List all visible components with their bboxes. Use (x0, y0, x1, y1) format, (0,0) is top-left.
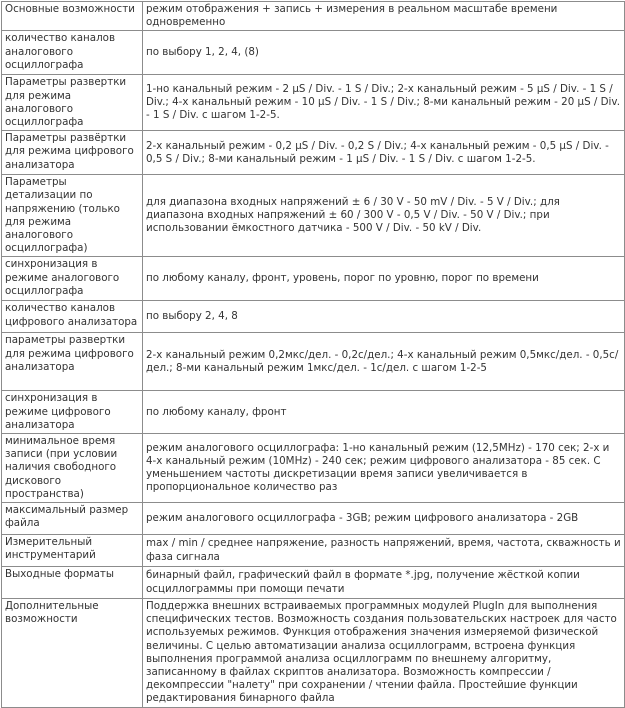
table-row (2, 131, 625, 175)
specifications-table (1, 1, 625, 708)
spec-value: 1-но канальный режим - 2 µS / Div. - 1 S / Div.; 2-х канальный режим - 5 µS / Div. - 1 S / Div.; 4-х канальный режим - 10 µS / Div. - 1 S / Div.; 8-ми канальный режим - 20 µS / Div. - 1 S / Div. с шагом 1-2-5. (143, 75, 625, 131)
spec-label: количество каналов цифрового анализатора (2, 301, 143, 333)
table-row (2, 75, 625, 131)
table-row (2, 175, 625, 257)
spec-label: Параметры развертки для режима аналогового осциллографа (2, 75, 143, 131)
table-row (2, 301, 625, 333)
spec-label: Измерительный инструментарий (2, 535, 143, 567)
spec-value: max / min / среднее напряжение, разность напряжений, время, частота, скважность и фаза сигнала (143, 535, 625, 567)
spec-value: Поддержка внешних встраиваемых программных модулей PlugIn для выполнения специфических тестов. Возможность создания пользовательских настроек для часто используемых режимов. Функция отображения значения измеряемой физической величины. С целью автоматизации анализа осциллограмм, встроена функция выполнения программой анализа осциллограмм по внешнему алгоритму, записанному в файлах скриптов анализатора. Возможность компрессии / декомпрессии "налету" при сохранении / чтении файла. Простейшие функции редактирования бинарного файла (143, 599, 625, 708)
spec-label: минимальное время записи (при условии наличия свободного дискового пространства) (2, 434, 143, 503)
spec-value: для диапазона входных напряжений ± 6 / 30 V - 50 mV / Div. - 5 V / Div.; для диапазона входных напряжений ± 60 / 300 V - 0,5 V / Div. - 50 V / Div.; при использовании ёмкостного датчика - 500 V / Div. - 50 kV / Div. (143, 175, 625, 257)
table-row (2, 434, 625, 503)
table-row (2, 391, 625, 434)
spec-label: Основные возможности (2, 2, 143, 31)
spec-value: бинарный файл, графический файл в формате *.jpg, получение жёсткой копии осциллограммы при помощи печати (143, 567, 625, 599)
spec-value: по выбору 1, 2, 4, (8) (143, 31, 625, 75)
spec-value: по любому каналу, фронт, уровень, порог по уровню, порог по времени (143, 257, 625, 301)
spec-value: по любому каналу, фронт (143, 391, 625, 434)
spec-value: по выбору 2, 4, 8 (143, 301, 625, 333)
spec-label: Параметры развёртки для режима цифрового анализатора (2, 131, 143, 175)
spec-label: синхронизация в режиме аналогового осциллографа (2, 257, 143, 301)
table-row (2, 503, 625, 535)
table-row (2, 2, 625, 31)
spec-value: режим аналогового осциллографа - 3GB; режим цифрового анализатора - 2GB (143, 503, 625, 535)
spec-label: Выходные форматы (2, 567, 143, 599)
spec-value: 2-х канальный режим - 0,2 µS / Div. - 0,2 S / Div.; 4-х канальный режим - 0,5 µS / Div. - 0,5 S / Div.; 8-ми канальный режим - 1 µS / Div. - 1 S / Div. с шагом 1-2-5. (143, 131, 625, 175)
table-row (2, 333, 625, 391)
spec-label: Дополнительные возможности (2, 599, 143, 708)
spec-label: Параметры детализации по напряжению (только для режима аналогового осциллографа) (2, 175, 143, 257)
spec-value: режим аналогового осциллографа: 1-но канальный режим (12,5MHz) - 170 сек; 2-х и 4-х канальный режим (10MHz) - 240 сек; режим цифрового анализатора - 85 сек. С уменьшением частоты дискретизации время записи увеличивается в пропорциональное количество раз (143, 434, 625, 503)
spec-value: 2-х канальный режим 0,2мкс/дел. - 0,2с/дел.; 4-х канальный режим 0,5мкс/дел. - 0,5с/дел.; 8-ми канальный режим 1мкс/дел. - 1с/дел. с шагом 1-2-5 (143, 333, 625, 391)
table-row (2, 567, 625, 599)
table-row (2, 535, 625, 567)
spec-label: максимальный размер файла (2, 503, 143, 535)
table-row (2, 257, 625, 301)
spec-label: параметры развертки для режима цифрового анализатора (2, 333, 143, 391)
table-row (2, 599, 625, 708)
spec-label: количество каналов аналогового осциллографа (2, 31, 143, 75)
table-row (2, 31, 625, 75)
spec-label: синхронизация в режиме цифрового анализатора (2, 391, 143, 434)
spec-value: режим отображения + запись + измерения в реальном масштабе времени одновременно (143, 2, 625, 31)
